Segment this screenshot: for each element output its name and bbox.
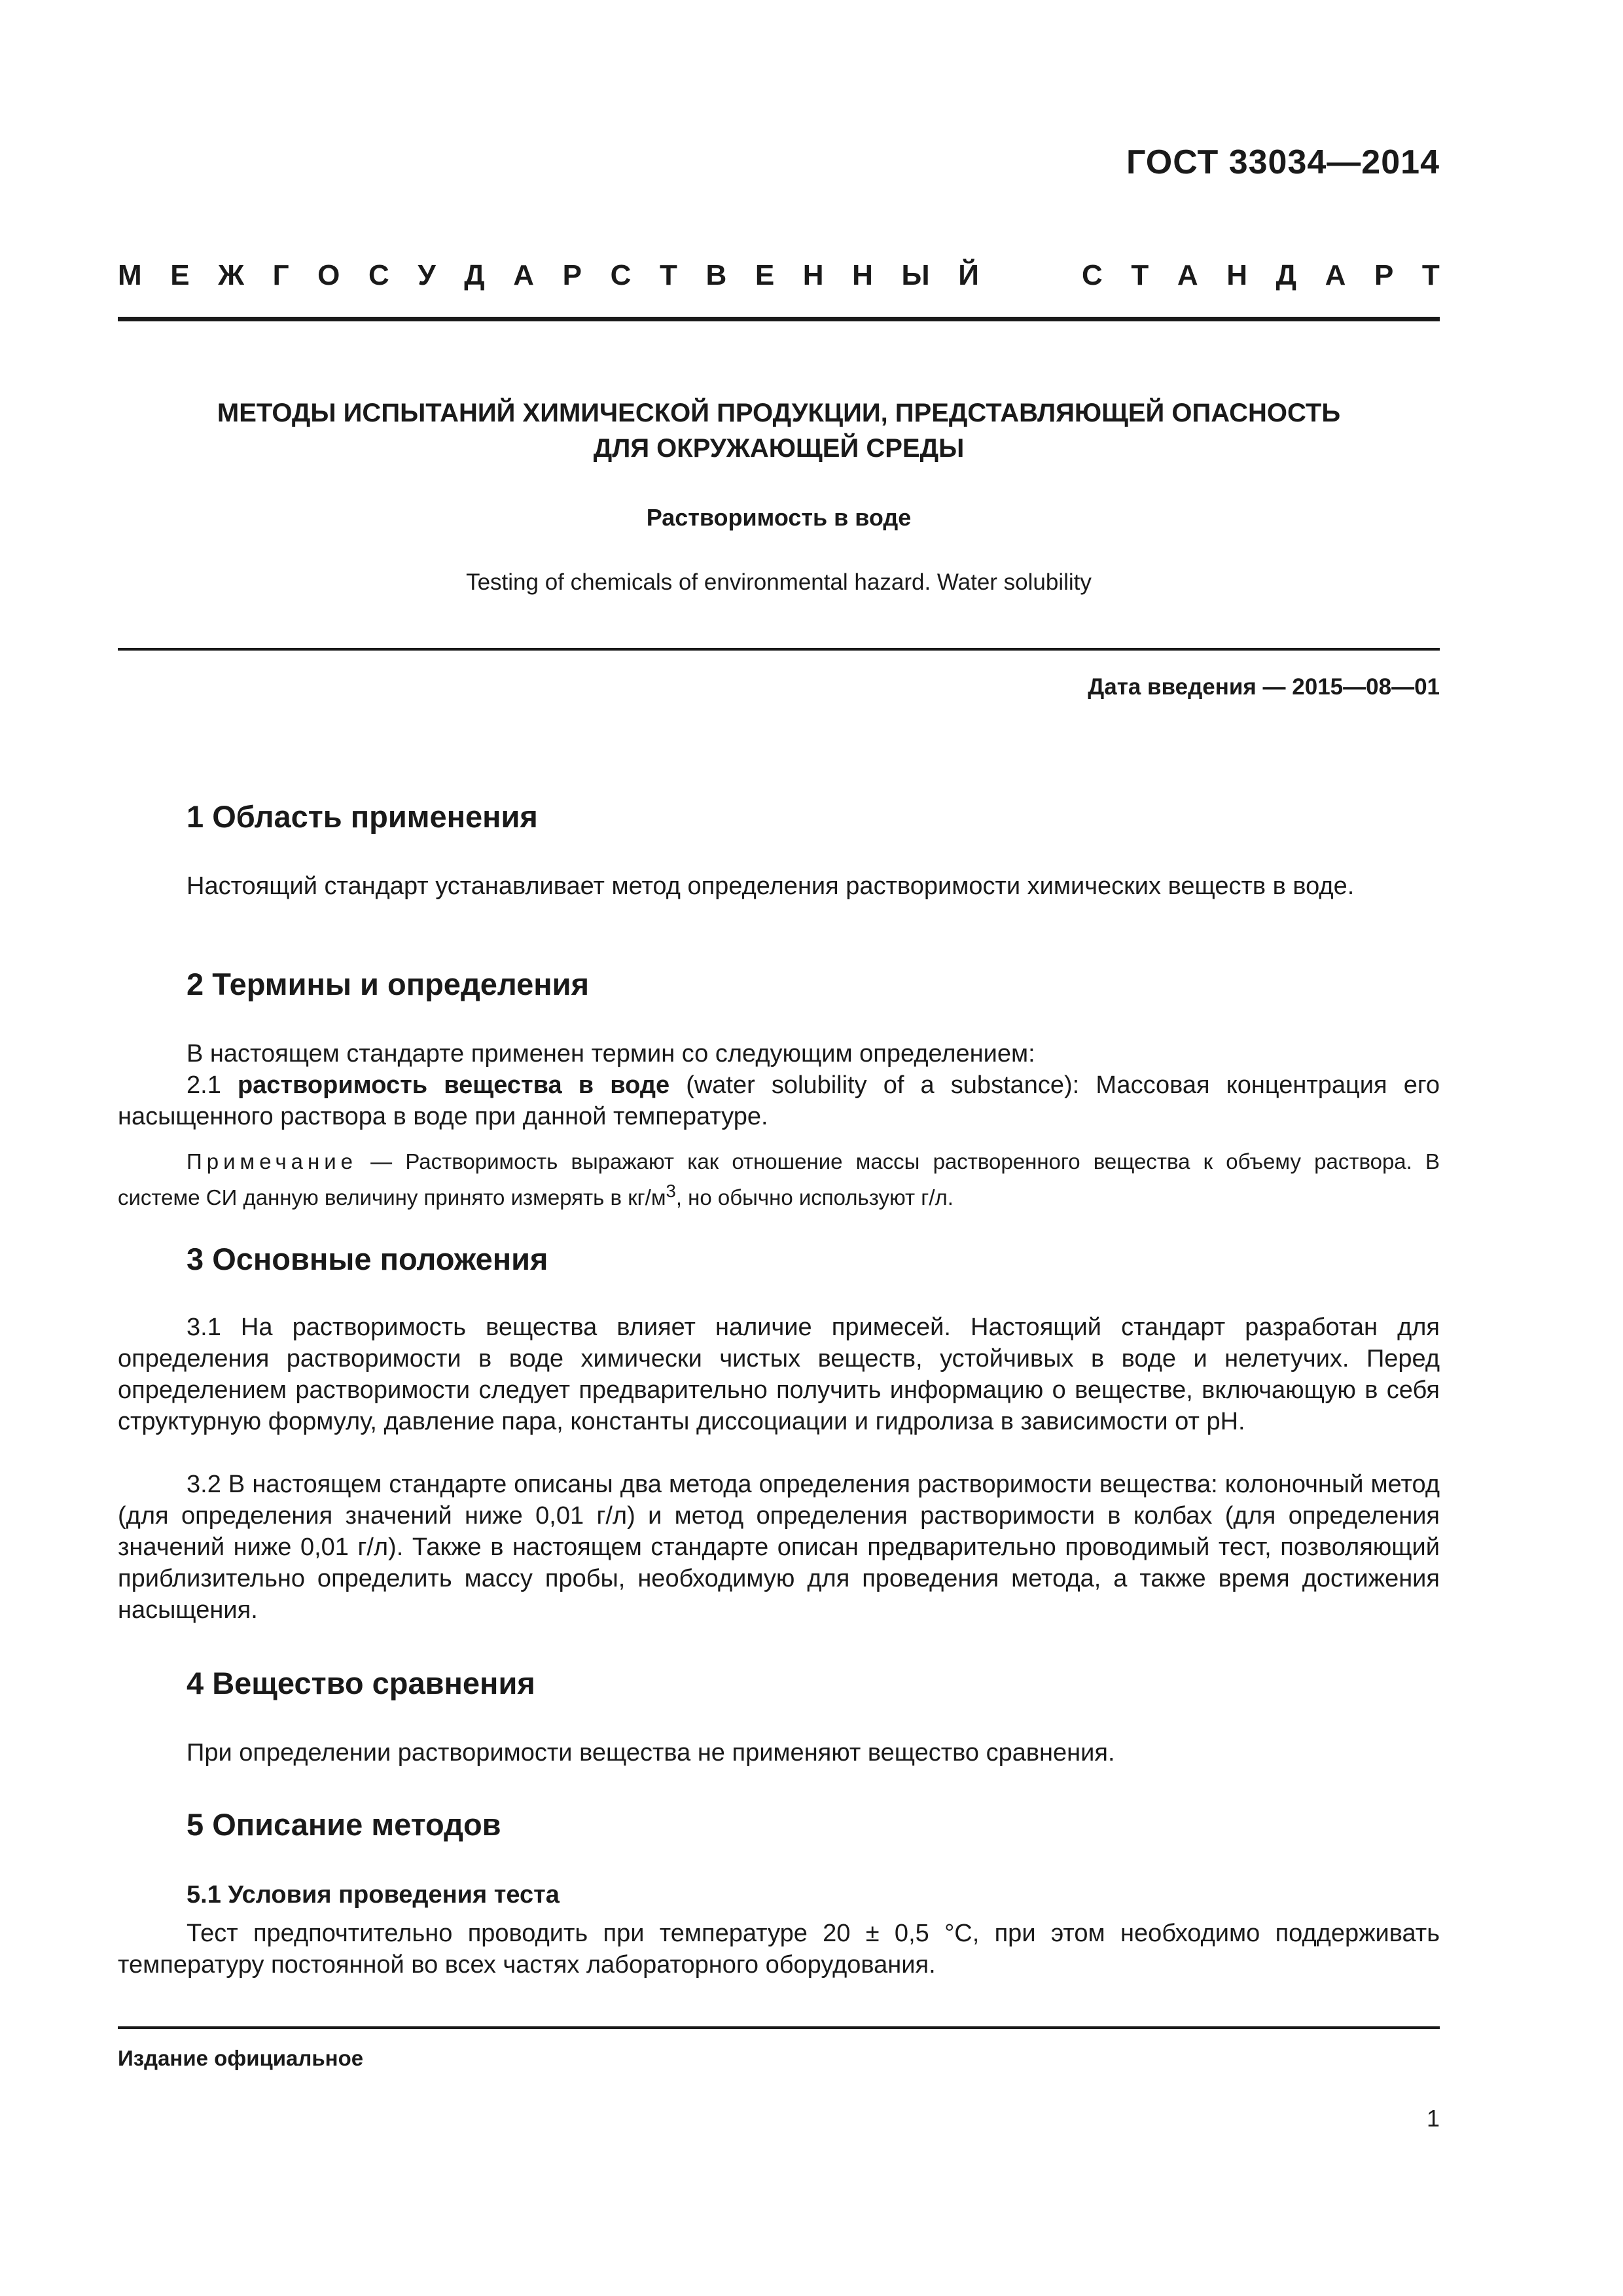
letter: Р (1374, 259, 1394, 291)
title-line-1: МЕТОДЫ ИСПЫТАНИЙ ХИМИЧЕСКОЙ ПРОДУКЦИИ, ПРЕДСТАВЛЯЮЩЕЙ ОПАСНОСТЬ (217, 399, 1341, 427)
letter: С (1082, 259, 1103, 291)
document-number: ГОСТ 33034—2014 (1126, 143, 1440, 181)
letter: О (317, 259, 340, 291)
letter: Т (1421, 259, 1440, 291)
definition-term: растворимость вещества в воде (237, 1071, 670, 1099)
document-page (118, 0, 1440, 2296)
letter: Д (464, 259, 485, 291)
definition-text: (water solubility of a substance): Массовая концентрация его насыщенного раствора в воде при данной температуре. (118, 1071, 1440, 1130)
subtitle-russian: Растворимость в воде (646, 504, 912, 531)
letter: Ж (218, 259, 244, 291)
page-number: 1 (1426, 2105, 1440, 2132)
note-block (118, 1147, 1440, 1212)
letter: Й (958, 259, 979, 291)
note-text: — Растворимость выражают как отношение массы растворенного вещества к объему раствора. В системе СИ данную величину принято измерять в кг/м (118, 1149, 1440, 1210)
title-divider (118, 648, 1440, 651)
word-gap (1007, 259, 1053, 292)
header-divider (118, 317, 1440, 321)
clause-3-1: 3.1 На растворимость вещества влияет наличие примесей. Настоящий стандарт разработан для определения растворимости в воде химически чистых веществ, устойчивых в воде и нелетучих. Перед определением растворимости следует предварительно получить информацию о веществе, включающую в себя структурную формулу, давление пара, константы диссоциации и гидролиза в зависимости от pH. (118, 1314, 1440, 1435)
letter: Н (802, 259, 824, 291)
letter: В (705, 259, 727, 291)
document-title (118, 395, 1440, 466)
letter: Н (852, 259, 873, 291)
letter: М (118, 259, 142, 291)
subsection-5-1-heading: 5.1 Условия проведения теста (187, 1881, 560, 1909)
section-4-heading: 4 Вещество сравнения (187, 1666, 535, 1700)
clause-3-2: 3.2 В настоящем стандарте описаны два метода определения растворимости вещества: колоночный метод (для определения значений ниже 0,01 г/л) и метод определения растворимости в колбах (для определения значений ниже 0,01 г/л). Также в настоящем стандарте описан предварительно проводимый тест, позволяющий приблизительно определить массу пробы, необходимую для проведения метода, а также время достижения насыщения. (118, 1471, 1440, 1624)
section-2-heading: 2 Термины и определения (187, 967, 589, 1001)
title-line-2: ДЛЯ ОКРУЖАЮЩЕЙ СРЕДЫ (593, 434, 965, 463)
letter: Н (1226, 259, 1248, 291)
letter: С (368, 259, 389, 291)
footer-divider (118, 2026, 1440, 2029)
letter: Г (272, 259, 289, 291)
letter: А (513, 259, 535, 291)
letter: Р (562, 259, 582, 291)
section-5-heading: 5 Описание методов (187, 1807, 501, 1842)
section-4-paragraph: При определении растворимости вещества не применяют вещество сравнения. (187, 1739, 1115, 1767)
subsection-5-1-paragraph: Тест предпочтительно проводить при температуре 20 ± 0,5 °С, при этом необходимо поддерживать температуру постоянной во всех частях лабораторного оборудования. (118, 1920, 1440, 1979)
letter: А (1325, 259, 1346, 291)
section-1-heading: 1 Область применения (187, 799, 538, 834)
note-label: Примечание (187, 1149, 358, 1174)
letter: А (1177, 259, 1198, 291)
edition-label: Издание официальное (118, 2046, 364, 2070)
letter: Т (1131, 259, 1149, 291)
section-1-paragraph: Настоящий стандарт устанавливает метод определения растворимости химических веществ в воде. (187, 872, 1355, 900)
letter: С (610, 259, 632, 291)
note-tail: , но обычно используют г/л. (675, 1185, 954, 1210)
subtitle-english: Testing of chemicals of environmental hazard. Water solubility (466, 569, 1092, 595)
standard-type-heading (118, 259, 1440, 292)
section-2-paragraph: В настоящем стандарте применен термин со следующим определением: (187, 1040, 1035, 1067)
letter: Е (170, 259, 190, 291)
introduction-date: Дата введения — 2015—08—01 (1088, 674, 1440, 700)
note-superscript: 3 (666, 1181, 676, 1201)
definition-2-1 (118, 1069, 1440, 1132)
letter: Д (1275, 259, 1296, 291)
letter: Е (755, 259, 775, 291)
letter: Т (659, 259, 677, 291)
letter: У (418, 259, 436, 291)
section-3-heading: 3 Основные положения (187, 1242, 548, 1276)
definition-number: 2.1 (187, 1071, 238, 1099)
letter: Ы (901, 259, 930, 291)
